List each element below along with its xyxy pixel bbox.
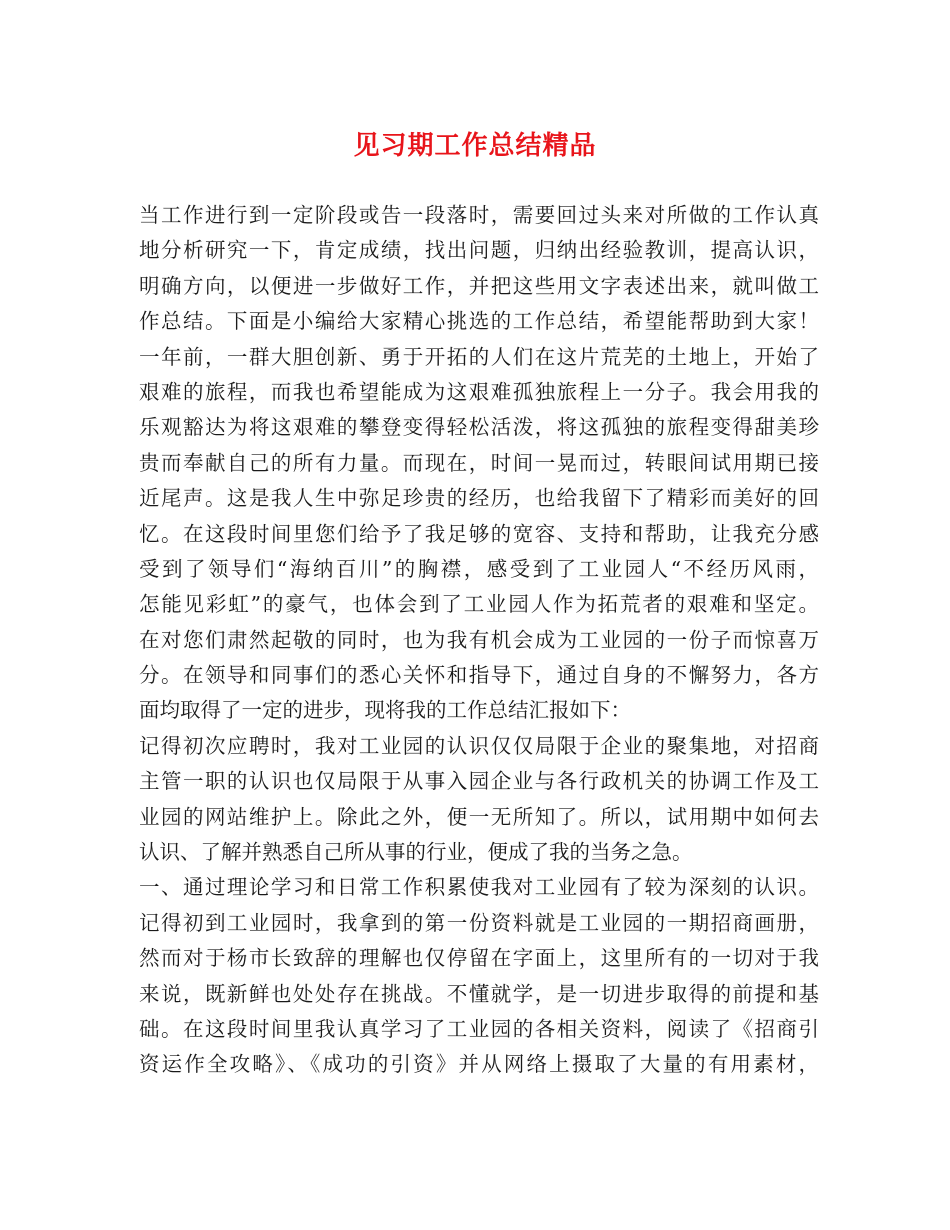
document-line: 地分析研究一下，肯定成绩，找出问题，归纳出经验教训，提高认识， [139, 238, 819, 263]
document-body [139, 198, 819, 1083]
document-line: 艰难的旅程，而我也希望能成为这艰难孤独旅程上一分子。我会用我的 [139, 379, 819, 404]
document-line: 记得初次应聘时，我对工业园的认识仅仅局限于企业的聚集地，对招商 [139, 733, 819, 758]
document-line: 一年前，一群大胆创新、勇于开拓的人们在这片荒芜的土地上，开始了 [139, 344, 819, 369]
document-line: 作总结。下面是小编给大家精心挑选的工作总结，希望能帮助到大家！ [139, 309, 819, 334]
document-line: 在对您们肃然起敬的同时，也为我有机会成为工业园的一份子而惊喜万 [139, 627, 819, 652]
document-line: 乐观豁达为将这艰难的攀登变得轻松活泼，将这孤独的旅程变得甜美珍 [139, 415, 819, 440]
document-title: 见习期工作总结精品 [353, 131, 597, 161]
document-line: 记得初到工业园时，我拿到的第一份资料就是工业园的一期招商画册， [139, 910, 819, 935]
document-line: 一、通过理论学习和日常工作积累使我对工业园有了较为深刻的认识。 [139, 875, 819, 900]
document-line: 础。在这段时间里我认真学习了工业园的各相关资料，阅读了《招商引 [139, 1016, 819, 1041]
document-line: 主管一职的认识也仅局限于从事入园企业与各行政机关的协调工作及工 [139, 769, 819, 794]
document-line: 明确方向，以便进一步做好工作，并把这些用文字表述出来，就叫做工 [139, 273, 819, 298]
document-line: 受到了领导们“海纳百川”的胸襟，感受到了工业园人“不经历风雨， [139, 556, 819, 581]
document-line: 资运作全攻略》、《成功的引资》并从网络上摄取了大量的有用素材， [139, 1052, 819, 1077]
document-line: 当工作进行到一定阶段或告一段落时，需要回过头来对所做的工作认真 [139, 203, 819, 227]
document-line: 面均取得了一定的进步，现将我的工作总结汇报如下： [139, 698, 631, 723]
document-line: 认识、了解并熟悉自己所从事的行业，便成了我的当务之急。 [139, 840, 693, 865]
document-line: 来说，既新鲜也处处存在挑战。不懂就学，是一切进步取得的前提和基 [139, 981, 819, 1006]
document-line: 分。在领导和同事们的悉心关怀和指导下，通过自身的不懈努力，各方 [139, 663, 819, 688]
document-line: 近尾声。这是我人生中弥足珍贵的经历，也给我留下了精彩而美好的回 [139, 486, 819, 511]
document-line: 忆。在这段时间里您们给予了我足够的宽容、支持和帮助，让我充分感 [139, 521, 819, 546]
document-line: 然而对于杨市长致辞的理解也仅停留在字面上，这里所有的一切对于我 [139, 946, 819, 971]
document-line: 业园的网站维护上。除此之外，便一无所知了。所以，试用期中如何去 [139, 804, 819, 829]
document-line: 怎能见彩虹”的豪气，也体会到了工业园人作为拓荒者的艰难和坚定。 [139, 592, 819, 617]
document-line: 贵而奉献自己的所有力量。而现在，时间一晃而过，转眼间试用期已接 [139, 450, 819, 475]
